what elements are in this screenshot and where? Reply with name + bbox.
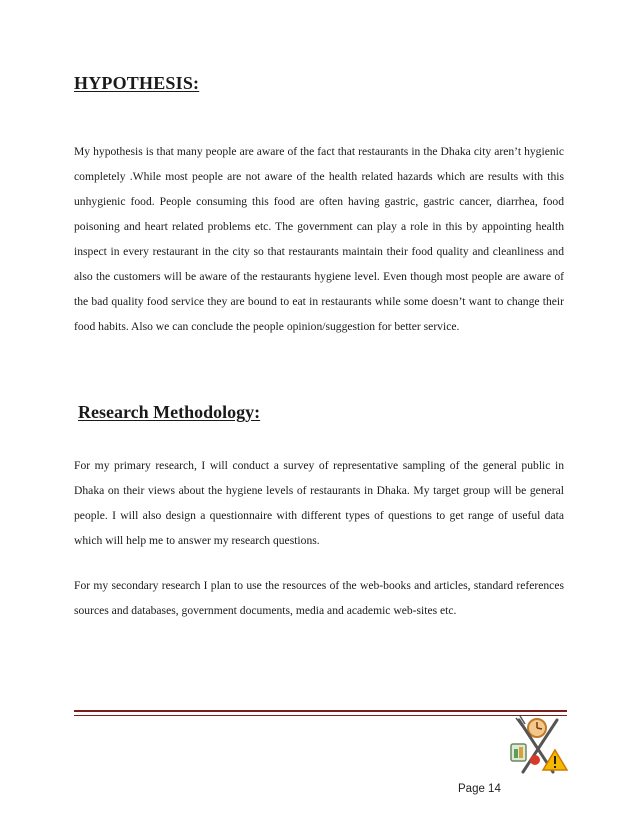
secondary-research-paragraph: For my secondary research I plan to use the resources of the web-books and articles, standard references sources and databases, government documents, media and academic web-sites etc. [74, 579, 564, 617]
tomato-icon [530, 755, 540, 765]
research-methodology-heading: Research Methodology: [78, 402, 261, 422]
footer-rule-thin [74, 715, 567, 716]
hypothesis-heading: HYPOTHESIS: [74, 73, 200, 93]
jar-icon [511, 744, 526, 761]
food-safety-logo-icon [507, 714, 569, 776]
hypothesis-paragraph: My hypothesis is that many people are aware of the fact that restaurants in the Dhaka city aren’t hygienic completely .While most people are not aware of the health related hazards which are results with this unhygienic food. People consuming this food are often having gastric, gastric cancer, diarrhea, food poisoning and heart related problems etc. The government can play a role in this by appointing health inspect in every restaurant in the city so that restaurants maintain their food quality and cleanliness and also the customers will be aware of the restaurants hygiene level. Even though most people are aware of the bad quality food service they are bound to eat in restaurants while some doesn’t want to change their food habits. Also we can conclude the people opinion/suggestion for better service. [74, 145, 564, 333]
primary-research-paragraph: For my primary research, I will conduct a survey of representative sampling of the general public in Dhaka on their views about the hygiene levels of restaurants in Dhaka. My target group will be general people. I will also design a questionnaire with different types of questions to get range of useful data which will help me to answer my research questions. [74, 459, 564, 547]
page-number: Page 14 [458, 783, 501, 795]
footer-rule-thick [74, 710, 567, 712]
